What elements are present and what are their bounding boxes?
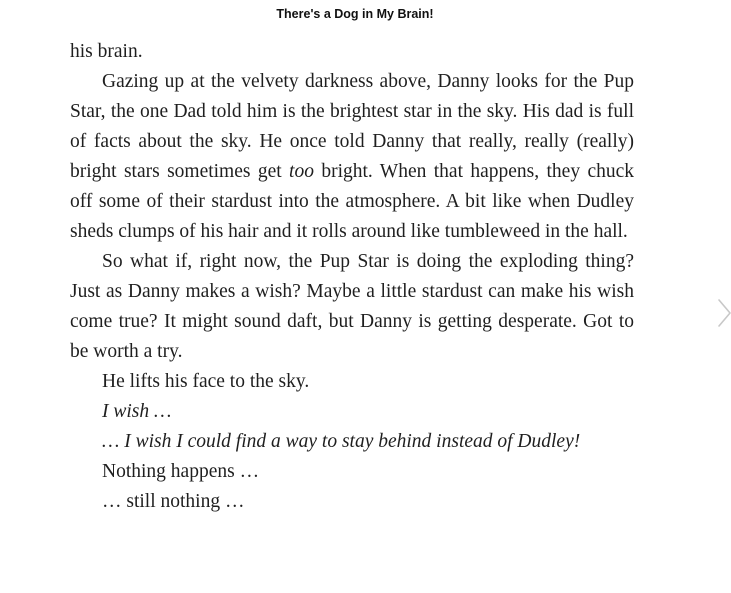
next-page-button[interactable] xyxy=(716,298,731,328)
chevron-right-icon xyxy=(716,298,731,328)
page-content xyxy=(70,37,634,517)
paragraph-nothing-happens: Nothing happens … xyxy=(102,461,260,482)
paragraph-text: Gazing up at the velvety darkness above, Danny looks for the Pup Star, the one Dad told him is the brightest star in the sky. His dad is full of facts about the sky. He once told Danny that really, really (really) bright stars sometimes get xyxy=(70,71,634,182)
paragraph-pup-star xyxy=(70,67,634,247)
paragraph-text-after: bright. When that happens, they chuck off some of their stardust into the atmosphere. A bit like when Dudley sheds clumps of his hair and it rolls around like tumbleweed in the hall. xyxy=(70,161,634,242)
paragraph-wish-dudley xyxy=(70,427,634,457)
emphasis-text: too xyxy=(289,161,314,182)
paragraph-lifts-face: He lifts his face to the sky. xyxy=(102,371,310,392)
book-title: There's a Dog in My Brain! xyxy=(276,7,434,21)
paragraph-still-nothing: … still nothing … xyxy=(102,491,245,512)
italic-line: … I wish I could find a way to stay behind instead of Dudley! xyxy=(102,431,581,452)
italic-line: I wish … xyxy=(102,401,172,422)
paragraph-continuation: his brain. xyxy=(70,41,143,62)
paragraph-i-wish xyxy=(70,397,634,427)
paragraph-exploding: So what if, right now, the Pup Star is doing the exploding thing? Just as Danny makes a wish? Maybe a little stardust can make his wish come true? It might sound daft, but Danny is getting desperate. Got to be worth a try. xyxy=(70,251,634,362)
